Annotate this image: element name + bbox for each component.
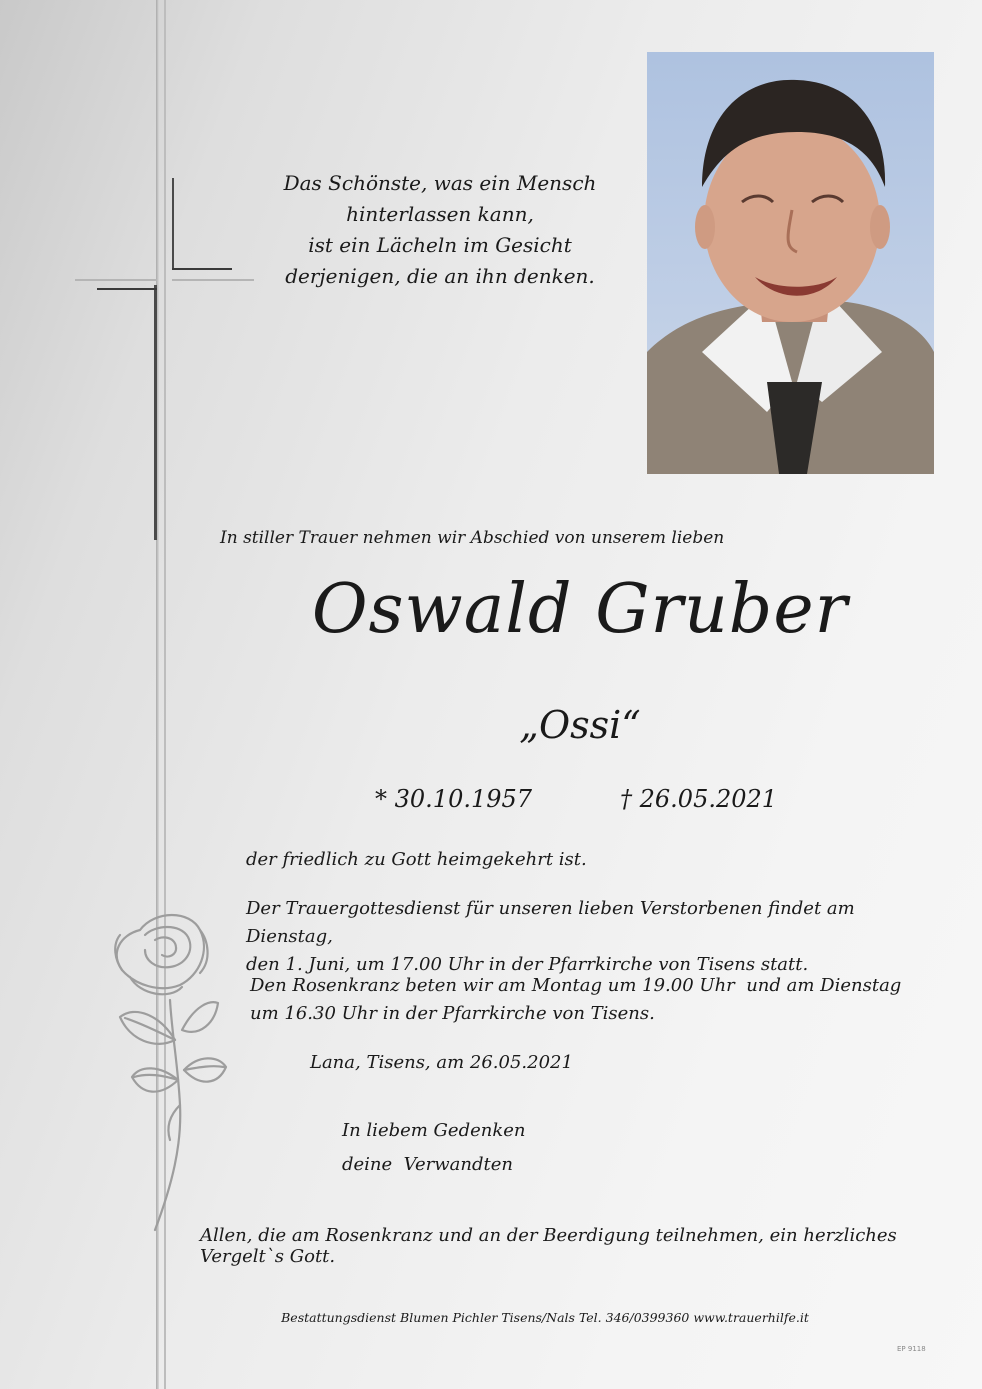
rosary-line-1: Den Rosenkranz beten wir am Montag um 19.00 Uhr und am Dienstag: [250, 975, 902, 996]
memorial-quote: [250, 168, 630, 292]
intro-text: In stiller Trauer nehmen wir Abschied von unserem lieben: [220, 528, 725, 548]
quote-line: derjenigen, die an ihn denken.: [285, 264, 595, 288]
rose-icon: [100, 905, 260, 1235]
memory-line-1: In liebem Gedenken: [342, 1120, 526, 1141]
memory-line-2: deine Verwandten: [342, 1154, 513, 1175]
service-line-2: den 1. Juni, um 17.00 Uhr in der Pfarrkirche von Tisens statt.: [246, 954, 809, 975]
deceased-name: Oswald Gruber: [311, 570, 849, 649]
quote-line: ist ein Lächeln im Gesicht: [308, 233, 572, 257]
body-line-homecoming: der friedlich zu Gott heimgekehrt ist.: [246, 849, 587, 870]
signature-block: [342, 1114, 526, 1182]
document-code: EP 9118: [897, 1345, 926, 1353]
quote-line: hinterlassen kann,: [346, 202, 534, 226]
thanks-text: Allen, die am Rosenkranz und an der Beerdigung teilnehmen, ein herzliches Vergelt`s Gott.: [200, 1225, 897, 1267]
service-line-1: Der Trauergottesdienst für unseren lieben Verstorbenen findet am Dienstag,: [246, 898, 855, 947]
rosary-text: [250, 972, 950, 1028]
birth-date: * 30.10.1957: [375, 785, 533, 813]
nickname: „Ossi“: [519, 703, 641, 747]
place-date: Lana, Tisens, am 26.05.2021: [310, 1052, 573, 1073]
rosary-line-2: um 16.30 Uhr in der Pfarrkirche von Tisens.: [250, 1003, 655, 1024]
death-date: † 26.05.2021: [620, 785, 778, 813]
funeral-service-text: [246, 895, 946, 979]
portrait-photo: [647, 52, 934, 474]
funeral-service-footer: Bestattungsdienst Blumen Pichler Tisens/Nals Tel. 346/0399360 www.trauerhilfe.it: [281, 1310, 809, 1325]
quote-line: Das Schönste, was ein Mensch: [283, 171, 597, 195]
